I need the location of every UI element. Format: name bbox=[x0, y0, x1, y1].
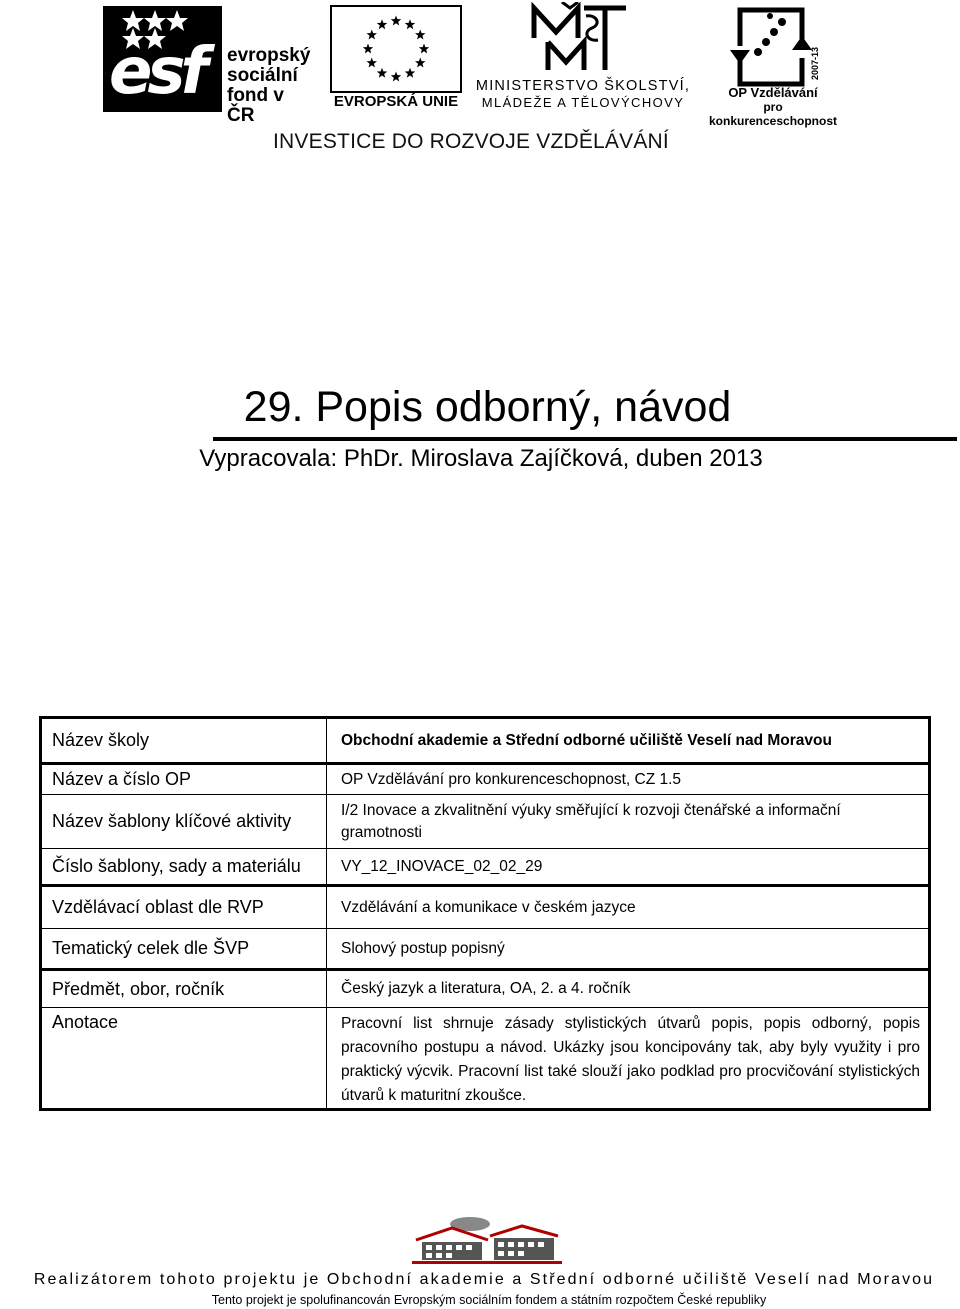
table-row bbox=[41, 1008, 930, 1110]
eu-star-icon bbox=[377, 19, 387, 29]
table-row bbox=[41, 849, 930, 886]
row-value: Obchodní akademie a Střední odborné učiliště Veselí nad Moravou bbox=[327, 718, 930, 764]
page-title: 29. Popis odborný, návod bbox=[243, 383, 732, 431]
eu-flag bbox=[330, 5, 462, 93]
footer-realizator: Realizátorem tohoto projektu je Obchodní akademie a Střední odborné učiliště Veselí nad Moravou bbox=[33, 1271, 935, 1288]
table-row bbox=[41, 795, 930, 849]
row-label: Číslo šablony, sady a materiálu bbox=[41, 849, 327, 886]
footer-note: Tento projekt je spolufinancován Evropským sociálním fondem a státním rozpočtem České republiky bbox=[211, 1293, 767, 1307]
eu-star-icon bbox=[405, 19, 415, 29]
eu-star-icon bbox=[377, 68, 387, 78]
esf-caption-line: sociální bbox=[227, 65, 298, 86]
esf-caption-line: fond v ČR bbox=[227, 85, 284, 126]
row-value: Český jazyk a literatura, OA, 2. a 4. ročník bbox=[327, 970, 930, 1008]
row-label: Název školy bbox=[41, 718, 327, 764]
eu-star-icon bbox=[415, 58, 425, 68]
eu-star-icon bbox=[367, 30, 377, 40]
table-row bbox=[41, 718, 930, 764]
table-row bbox=[41, 929, 930, 970]
op-badge: 2007-13 bbox=[810, 46, 820, 80]
eu-stars-icon bbox=[332, 7, 460, 91]
row-label: Tematický celek dle ŠVP bbox=[41, 929, 327, 970]
eu-star-icon bbox=[405, 68, 415, 78]
school-building-icon bbox=[412, 1216, 562, 1266]
table-row bbox=[41, 764, 930, 795]
esf-caption-line: evropský bbox=[227, 45, 311, 66]
op-caption-line: pro konkurenceschopnost bbox=[708, 100, 838, 128]
tagline: INVESTICE DO ROZVOJE VZDĚLÁVÁNÍ bbox=[273, 130, 669, 153]
eu-star-icon bbox=[363, 44, 373, 54]
op-arrow-icon bbox=[730, 6, 820, 88]
esf-logo bbox=[103, 6, 315, 126]
author-line: Vypracovala: PhDr. Miroslava Zajíčková, duben 2013 bbox=[199, 445, 763, 472]
row-label: Předmět, obor, ročník bbox=[41, 970, 327, 1008]
eu-star-icon bbox=[419, 44, 429, 54]
title-underline bbox=[213, 437, 957, 441]
row-value: I/2 Inovace a zkvalitnění výuky směřující k rozvoji čtenářské a informační gramotnosti bbox=[327, 795, 930, 849]
table-row bbox=[41, 970, 930, 1008]
msmt-caption-line: MLÁDEŽE A TĚLOVÝCHOVY bbox=[481, 95, 685, 110]
row-label: Název a číslo OP bbox=[41, 764, 327, 795]
eu-logo bbox=[330, 5, 462, 111]
op-caption-line: OP Vzdělávání bbox=[728, 85, 818, 100]
table-row bbox=[41, 886, 930, 929]
msmt-logo bbox=[470, 2, 696, 112]
row-label: Název šablony klíčové aktivity bbox=[41, 795, 327, 849]
eu-star-icon bbox=[415, 30, 425, 40]
eu-star-icon bbox=[391, 72, 401, 82]
row-label: Anotace bbox=[41, 1008, 327, 1110]
eu-caption: EVROPSKÁ UNIE bbox=[333, 93, 459, 110]
row-label: Vzdělávací oblast dle RVP bbox=[41, 886, 327, 929]
row-value: Pracovní list shrnuje zásady stylistických útvarů popis, popis odborný, popis pracovního postupu a návod. Ukázky jsou koncipovány tak, aby byly využity i pro praktický výcvik. Pracovní list také slouží jako podklad pro procvičování stylistických útvarů k maturitní zkoušce. bbox=[327, 1008, 930, 1110]
row-value: Vzdělávání a komunikace v českém jazyce bbox=[327, 886, 930, 929]
msmt-caption-line: MINISTERSTVO ŠKOLSTVÍ, bbox=[475, 78, 691, 94]
row-value: OP Vzdělávání pro konkurenceschopnost, CZ 1.5 bbox=[327, 764, 930, 795]
eu-star-icon bbox=[391, 16, 401, 26]
eu-star-icon bbox=[367, 58, 377, 68]
row-value: VY_12_INOVACE_02_02_29 bbox=[327, 849, 930, 886]
esf-wordmark: esf bbox=[109, 35, 204, 109]
esf-caption bbox=[227, 46, 315, 126]
row-value: Slohový postup popisný bbox=[327, 929, 930, 970]
info-table bbox=[39, 716, 931, 1111]
msmt-monogram-icon bbox=[526, 2, 636, 74]
op-logo bbox=[700, 6, 846, 128]
